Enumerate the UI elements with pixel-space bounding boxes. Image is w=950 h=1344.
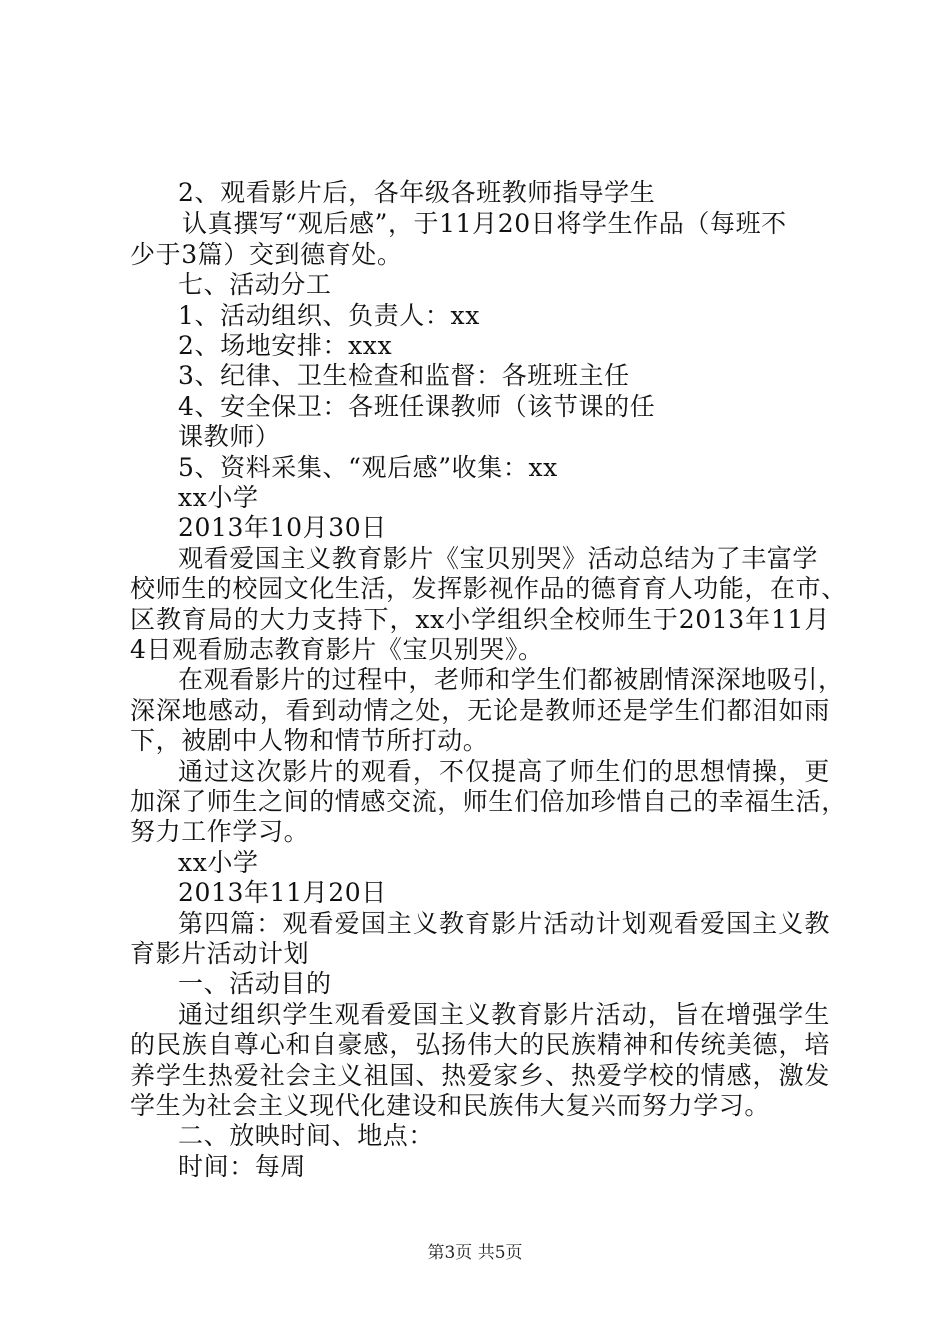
paragraph-line: 观看爱国主义教育影片《宝贝别哭》活动总结为了丰富学 bbox=[178, 544, 819, 573]
paragraph-line: 养学生热爱社会主义祖国、热爱家乡、热爱学校的情感，激发 bbox=[130, 1061, 830, 1090]
paragraph-line: 区教育局的大力支持下，xx小学组织全校师生于2013年11月 bbox=[130, 605, 830, 634]
paragraph-line: 加深了师生之间的情感交流，师生们倍加珍惜自己的幸福生活， bbox=[130, 787, 847, 816]
chapter-title: 第四篇：观看爱国主义教育影片活动计划观看爱国主义教 bbox=[178, 909, 830, 938]
text-line: 少于3篇）交到德育处。 bbox=[130, 240, 403, 269]
paragraph-line: 下，被剧中人物和情节所打动。 bbox=[130, 726, 489, 755]
signature-date: 2013年11月20日 bbox=[178, 878, 387, 907]
paragraph-line: 努力工作学习。 bbox=[130, 817, 310, 846]
paragraph-line: 学生为社会主义现代化建设和民族伟大复兴而努力学习。 bbox=[130, 1091, 771, 1120]
text-line: 5、资料采集、“观后感”收集：xx bbox=[178, 453, 558, 482]
text-line: 2、观看影片后，各年级各班教师指导学生 bbox=[178, 178, 656, 207]
signature-school: xx小学 bbox=[178, 848, 259, 877]
text-line: 3、纪律、卫生检查和监督：各班班主任 bbox=[178, 361, 630, 390]
page-footer: 第3页 共5页 bbox=[427, 1243, 523, 1263]
paragraph-line: 4日观看励志教育影片《宝贝别哭》。 bbox=[130, 635, 544, 664]
text-line: 课教师） bbox=[178, 422, 281, 451]
text-line: 4、安全保卫：各班任课教师（该节课的任 bbox=[178, 392, 656, 421]
paragraph-line: 校师生的校园文化生活，发挥影视作品的德育育人功能，在市、 bbox=[130, 574, 847, 603]
paragraph-line: 的民族自尊心和自豪感，弘扬伟大的民族精神和传统美德，培 bbox=[130, 1030, 830, 1059]
text-line: 认真撰写“观后感”，于11月20日将学生作品（每班不 bbox=[182, 209, 787, 238]
signature-date: 2013年10月30日 bbox=[178, 513, 387, 542]
paragraph-line: 通过组织学生观看爱国主义教育影片活动，旨在增强学生 bbox=[178, 1000, 830, 1029]
paragraph-line: 深深地感动，看到动情之处，无论是教师还是学生们都泪如雨 bbox=[130, 696, 830, 725]
signature-school: xx小学 bbox=[178, 483, 259, 512]
text-line: 时间：每周 bbox=[178, 1152, 307, 1181]
chapter-title: 育影片活动计划 bbox=[130, 939, 310, 968]
text-line: 1、活动组织、负责人：xx bbox=[178, 301, 480, 330]
paragraph-line: 通过这次影片的观看，不仅提高了师生们的思想情操，更 bbox=[178, 757, 830, 786]
text-line: 2、场地安排：xxx bbox=[178, 331, 393, 360]
paragraph-line: 在观看影片的过程中，老师和学生们都被剧情深深地吸引， bbox=[178, 665, 844, 694]
section-heading: 一、活动目的 bbox=[178, 969, 332, 998]
section-heading: 二、放映时间、地点： bbox=[178, 1121, 435, 1150]
section-heading: 七、活动分工 bbox=[178, 270, 332, 299]
